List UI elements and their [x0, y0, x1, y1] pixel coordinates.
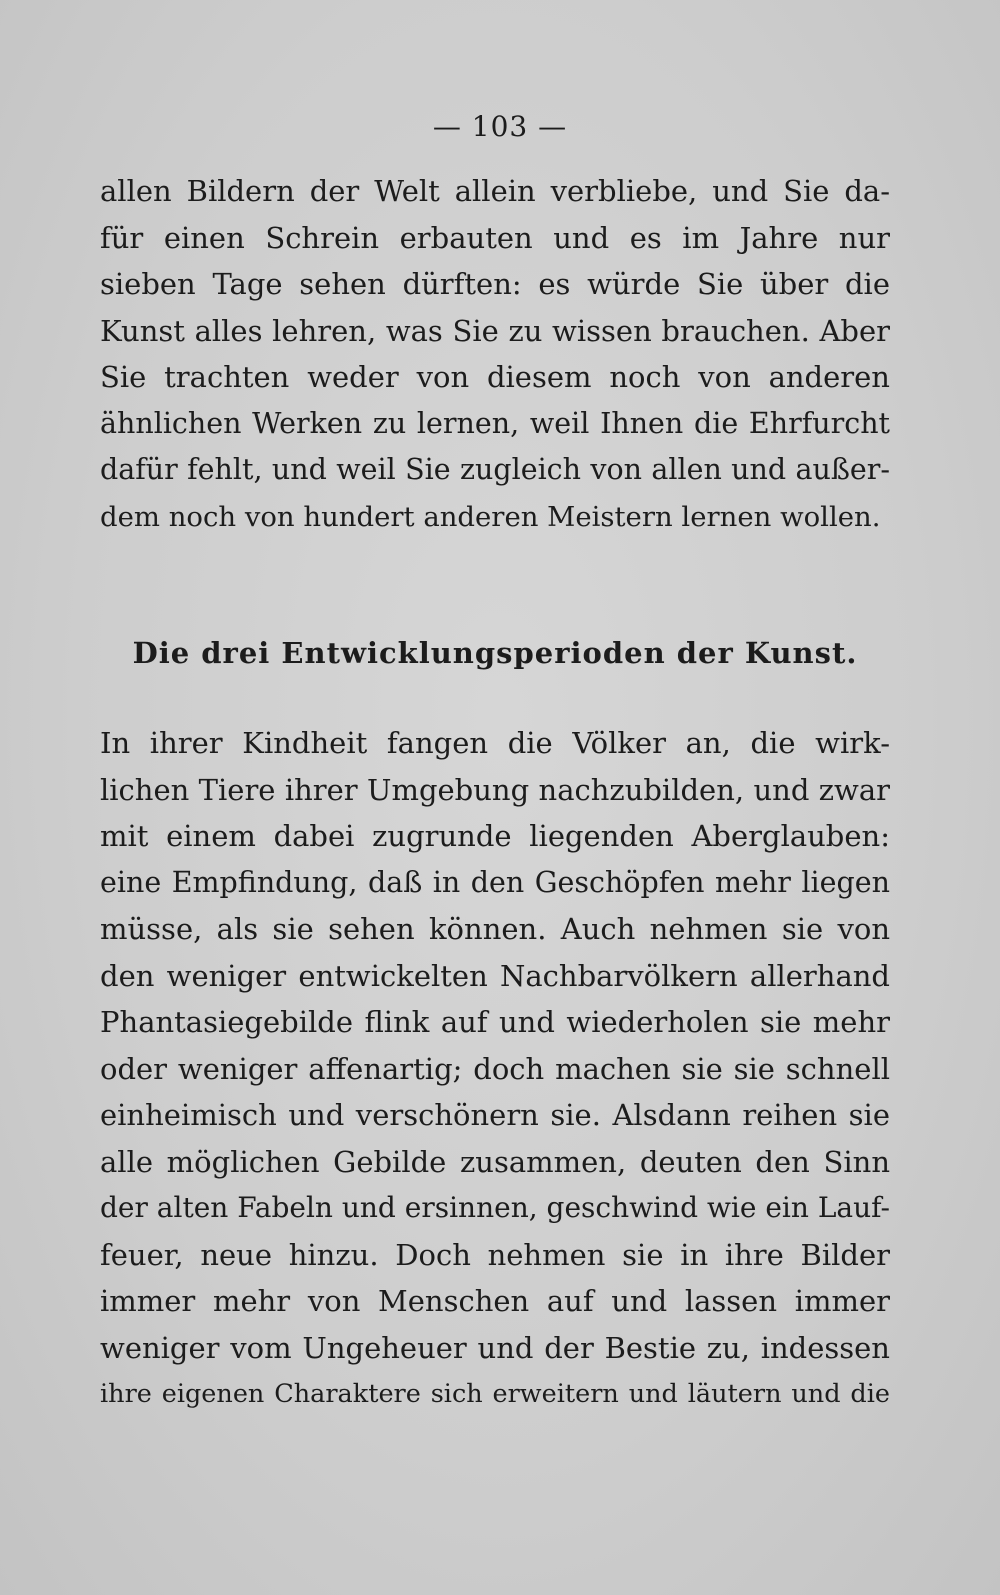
text-line: müsse, als sie sehen können. Auch nehmen sie von: [100, 912, 890, 946]
text-line: den weniger entwickelten Nachbarvölkern allerhand: [100, 958, 890, 993]
paragraph-2: [100, 720, 890, 1418]
text-line: der alten Fabeln und ersinnen, geschwind wie ein Lauf-: [100, 1191, 890, 1224]
text-line: feuer, neue hinzu. Doch nehmen sie in ihre Bilder: [100, 1237, 890, 1272]
text-line: allen Bildern der Welt allein verbliebe, und Sie da-: [100, 174, 890, 208]
page-number: — 103 —: [432, 110, 568, 143]
section-heading: Die drei Entwicklungsperioden der Kunst.: [132, 636, 858, 670]
text-line: einheimisch und verschönern sie. Alsdann reihen sie: [100, 1098, 890, 1132]
text-line: oder weniger affenartig; doch machen sie sie schnell: [100, 1051, 890, 1086]
text-line: dem noch von hundert anderen Meistern lernen wollen.: [100, 500, 881, 533]
text-line: mit einem dabei zugrunde liegenden Aberglauben:: [100, 819, 890, 853]
text-line: In ihrer Kindheit fangen die Völker an, die wirk-: [100, 726, 890, 760]
text-line: ihre eigenen Charaktere sich erweitern und läutern und die: [100, 1379, 890, 1409]
text-line: immer mehr von Menschen auf und lassen immer: [100, 1284, 890, 1318]
text-line: Phantasiegebilde flink auf und wiederholen sie mehr: [100, 1005, 890, 1039]
text-line: für einen Schrein erbauten und es im Jahre nur: [100, 220, 890, 255]
text-line: eine Empfindung, daß in den Geschöpfen mehr liegen: [100, 865, 890, 899]
text-line: lichen Tiere ihrer Umgebung nachzubilden, und zwar: [100, 772, 890, 807]
text-line: sieben Tage sehen dürften: es würde Sie über die: [100, 267, 890, 301]
text-line: ähnlichen Werken zu lernen, weil Ihnen die Ehrfurcht: [100, 406, 890, 440]
text-line: dafür fehlt, und weil Sie zugleich von allen und außer-: [100, 453, 890, 486]
text-line: alle möglichen Gebilde zusammen, deuten den Sinn: [100, 1144, 890, 1179]
text-line: weniger vom Ungeheuer und der Bestie zu, indessen: [100, 1330, 890, 1365]
text-line: Sie trachten weder von diesem noch von anderen: [100, 360, 890, 394]
paragraph-1: [100, 168, 890, 540]
text-line: Kunst alles lehren, was Sie zu wissen brauchen. Aber: [100, 313, 890, 348]
